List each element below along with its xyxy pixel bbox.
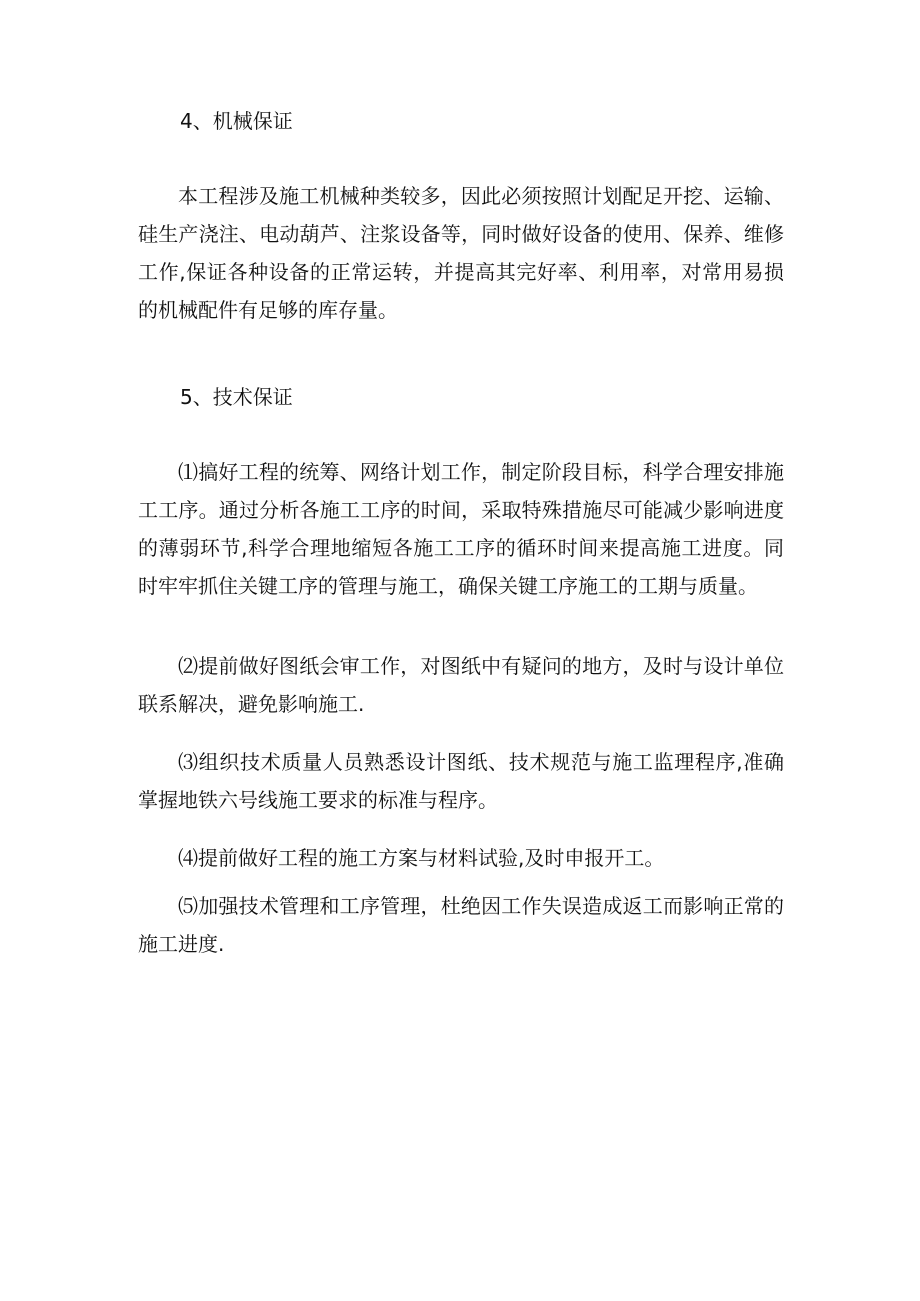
paragraph-tech-3: ⑶组织技术质量人员熟悉设计图纸、技术规范与施工监理程序,准确掌握地铁六号线施工要求的标准与程序。 <box>138 750 784 812</box>
paragraph-machinery: 本工程涉及施工机械种类较多，因此必须按照计划配足开挖、运输、硅生产浇注、电动葫芦、注浆设备等，同时做好设备的使用、保养、维修工作,保证各种设备的正常运转，并提高其完好率、利用率，对常用易损的机械配件有足够的库存量。 <box>138 184 784 322</box>
paragraph-tech-5: ⑸加强技术管理和工序管理，杜绝因工作失误造成返工而影响正常的施工进度. <box>138 894 784 956</box>
paragraph-tech-4: ⑷提前做好工程的施工方案与材料试验,及时申报开工。 <box>178 846 665 870</box>
paragraph-tech-1: ⑴搞好工程的统筹、网络计划工作，制定阶段目标，科学合理安排施工工序。通过分析各施工工序的时间，采取特殊措施尽可能减少影响进度的薄弱环节,科学合理地缩短各施工工序的循环时间来提高施工进度。同时牢牢抓住关键工序的管理与施工，确保关键工序施工的工期与质量。 <box>138 460 784 598</box>
section-heading-machinery: 4、机械保证 <box>180 109 293 133</box>
section-heading-technical: 5、技术保证 <box>180 385 293 409</box>
paragraph-tech-2: ⑵提前做好图纸会审工作，对图纸中有疑问的地方，及时与设计单位联系解决，避免影响施工. <box>138 654 784 716</box>
